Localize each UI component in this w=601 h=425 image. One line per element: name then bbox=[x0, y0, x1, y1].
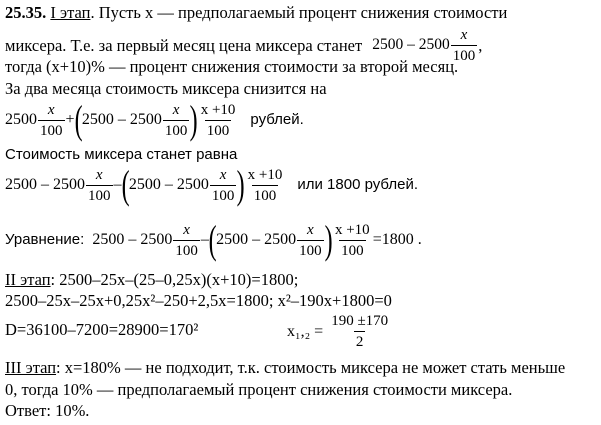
frac-num: x +10 bbox=[247, 166, 283, 183]
fraction-x-100 bbox=[38, 101, 65, 140]
expr-2500-minus: 2500 – 2500 bbox=[372, 36, 450, 54]
rubles-text: рублей. bbox=[250, 111, 304, 128]
equals-1800: =1800 . bbox=[372, 231, 422, 249]
fraction-x10-100 bbox=[246, 166, 285, 205]
line-1 bbox=[5, 3, 507, 23]
frac-num: x bbox=[307, 221, 314, 238]
frac-num: x bbox=[47, 101, 55, 118]
left-paren: ( bbox=[208, 217, 217, 262]
frac-num: x bbox=[219, 166, 227, 183]
frac-num: x bbox=[95, 166, 103, 183]
line-1-text: . Пусть x — предполагаемый процент снижения стоимости bbox=[90, 3, 508, 22]
right-paren: ) bbox=[190, 97, 199, 142]
expr-2500-minus: 2500 – 2500 bbox=[216, 231, 297, 249]
frac-num: x bbox=[460, 27, 468, 43]
problem-number: 25.35. bbox=[5, 3, 47, 22]
frac-den: 100 bbox=[38, 120, 65, 140]
frac-num: x +10 bbox=[200, 101, 236, 118]
expr-2500: 2500 bbox=[5, 111, 37, 129]
line-6-text: : 2500–25x–(25–0,25x)(x+10)=1800; bbox=[50, 270, 299, 289]
answer: Ответ: 10%. bbox=[5, 401, 90, 420]
fraction-x-100 bbox=[163, 101, 190, 140]
frac-den: 100 bbox=[163, 120, 190, 140]
line-8: D=36100–7200=28900=170² bbox=[5, 320, 199, 339]
stage-3-label: III этап bbox=[5, 358, 57, 377]
line-2: миксера. Т.е. за первый месяц цена миксера станет 2500 – 2500 $\frac{x}{100}$ , bbox=[5, 27, 483, 64]
frac-num: x +10 bbox=[334, 221, 370, 238]
line-10: 0, тогда 10% — предполагаемый процент снижения стоимости миксера. bbox=[5, 380, 513, 399]
right-paren: ) bbox=[236, 162, 245, 207]
left-paren: ( bbox=[74, 97, 83, 142]
fraction-x-100 bbox=[173, 221, 200, 260]
frac-den: 100 bbox=[210, 185, 237, 205]
expr-2500-minus: 2500 – 2500 bbox=[81, 111, 162, 129]
equation-label: Уравнение: bbox=[5, 231, 85, 248]
line-4: За два месяца стоимость миксера снизится на bbox=[5, 79, 327, 98]
minus-sign: – bbox=[200, 231, 209, 249]
expr-2500-minus: 2500 – 2500 bbox=[128, 176, 209, 194]
frac-den: 100 bbox=[205, 120, 232, 140]
expr-2500-minus: 2500 – 2500 bbox=[92, 231, 173, 249]
line-6 bbox=[5, 270, 298, 290]
fraction-roots bbox=[329, 312, 390, 351]
or-1800-text: или 1800 рублей. bbox=[297, 176, 418, 193]
fraction-x10-100 bbox=[333, 221, 372, 260]
line-2-text: миксера. Т.е. за первый месяц цена миксера станет bbox=[5, 35, 363, 55]
left-paren: ( bbox=[121, 162, 130, 207]
right-paren: ) bbox=[324, 217, 333, 262]
line-3: тогда (x+10)% — процент снижения стоимости за второй месяц. bbox=[5, 57, 459, 76]
plus-sign: + bbox=[65, 111, 75, 129]
roots-label: x₁,₂ = bbox=[287, 322, 324, 340]
frac-den: 100 bbox=[297, 240, 324, 260]
expr-2500-minus: 2500 – 2500 bbox=[5, 176, 85, 194]
fraction-x-100 bbox=[210, 166, 237, 205]
stage-2-label: II этап bbox=[5, 270, 51, 289]
formula-decrease bbox=[5, 97, 304, 142]
frac-num: x bbox=[183, 221, 190, 238]
frac-den: 100 bbox=[86, 185, 113, 205]
frac-den: 100 bbox=[173, 240, 200, 260]
minus-sign: – bbox=[113, 176, 122, 194]
frac-den: 100 bbox=[451, 45, 478, 65]
fraction-x-100 bbox=[86, 166, 113, 205]
frac-den: 2 bbox=[354, 331, 366, 351]
frac-num: x bbox=[172, 101, 180, 118]
line-9-text: : x=180% — не подходит, т.к. стоимость миксера не может стать меньше bbox=[56, 358, 566, 377]
line-7: 2500–25x–25x+0,25x²–250+2,5x=1800; x²–190x+1800=0 bbox=[5, 291, 392, 310]
stage-1-label: I этап bbox=[50, 3, 91, 22]
frac-den: 100 bbox=[252, 185, 279, 205]
frac-den: 100 bbox=[339, 240, 366, 260]
formula-price bbox=[5, 162, 418, 207]
fraction-x10-100 bbox=[199, 101, 238, 140]
line-9 bbox=[5, 358, 565, 378]
frac-num: 190 ±170 bbox=[331, 313, 389, 329]
formula-equation bbox=[5, 217, 422, 262]
roots-formula bbox=[287, 312, 391, 351]
line-5: Стоимость миксера станет равна bbox=[5, 146, 238, 163]
fraction-x-100 bbox=[297, 221, 324, 260]
